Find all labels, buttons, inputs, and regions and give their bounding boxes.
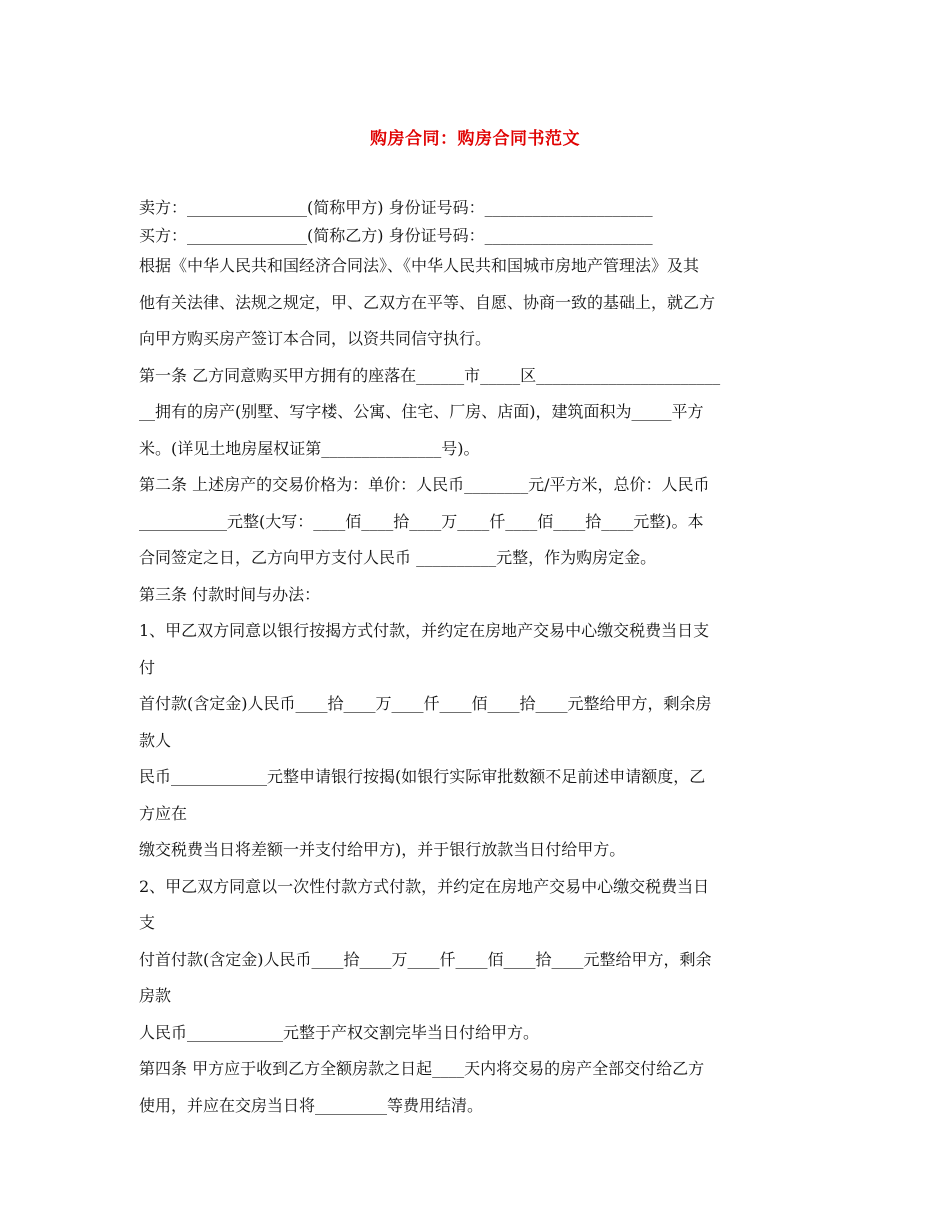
paragraph-line: 向甲方购买房产签订本合同，以资共同信守执行。	[139, 329, 492, 348]
document-title: 购房合同：购房合同书范文	[370, 129, 580, 149]
article-2-line: ___________元整(大写：____佰____拾____万____仟____佰____拾____元整)。本	[139, 511, 704, 531]
paragraph-line: 他有关法律、法规之规定，甲、乙双方在平等、自愿、协商一致的基础上，就乙方	[139, 292, 716, 312]
seller-line: 卖方：_______________(简称甲方) 身份证号码：_____________________	[139, 198, 653, 217]
buyer-line: 买方：_______________(简称乙方) 身份证号码：_____________________	[139, 226, 653, 245]
article-3-line: 款人	[139, 730, 172, 750]
article-3-line: 付	[139, 657, 156, 677]
article-3-line: 首付款(含定金)人民币____拾____万____仟____佰____拾____元整给甲方，剩余房	[139, 694, 712, 713]
paragraph-line: 根据《中华人民共和国经济合同法》、《中华人民共和国城市房地产管理法》及其	[139, 256, 700, 275]
article-4-line: 使用，并应在交房当日将_________等费用结清。	[139, 1095, 484, 1115]
article-3-line: 2、甲乙双方同意以一次性付款方式付款，并约定在房地产交易中心缴交税费当日	[139, 876, 710, 896]
article-1-line: 米。(详见土地房屋权证第_______________号)。	[139, 438, 480, 458]
article-3-line: 人民币____________元整于产权交割完毕当日付给甲方。	[139, 1022, 540, 1042]
article-1-line: __拥有的房产(别墅、写字楼、公寓、住宅、厂房、店面)，建筑面积为_____平方	[139, 402, 704, 421]
article-3-line: 缴交税费当日将差额一并支付给甲方)，并于银行放款当日付给甲方。	[139, 840, 626, 859]
article-1-line: 第一条 乙方同意购买甲方拥有的座落在______市_____区_______________________	[139, 365, 721, 385]
article-3-line: 方应在	[139, 803, 188, 823]
article-2-line: 第二条 上述房产的交易价格为：单价：人民币________元/平方米，总价：人民币	[139, 475, 710, 494]
document-body	[139, 193, 829, 1127]
article-3-line: 支	[139, 913, 156, 932]
article-3-line: 1、甲乙双方同意以银行按揭方式付款，并约定在房地产交易中心缴交税费当日支	[139, 621, 710, 640]
article-2-line: 合同签定之日，乙方向甲方支付人民币 __________元整，作为购房定金。	[139, 548, 657, 567]
article-3-line: 房款	[139, 986, 172, 1005]
article-3-heading: 第三条 付款时间与办法：	[139, 584, 321, 604]
article-4-line: 第四条 甲方应于收到乙方全额房款之日起____天内将交易的房产全部交付给乙方	[139, 1059, 705, 1078]
article-3-line: 付首付款(含定金)人民币____拾____万____仟____佰____拾____元整给甲方，剩余	[139, 949, 712, 969]
article-3-line: 民币____________元整申请银行按揭(如银行实际审批数额不足前述申请额度，乙	[139, 767, 706, 786]
